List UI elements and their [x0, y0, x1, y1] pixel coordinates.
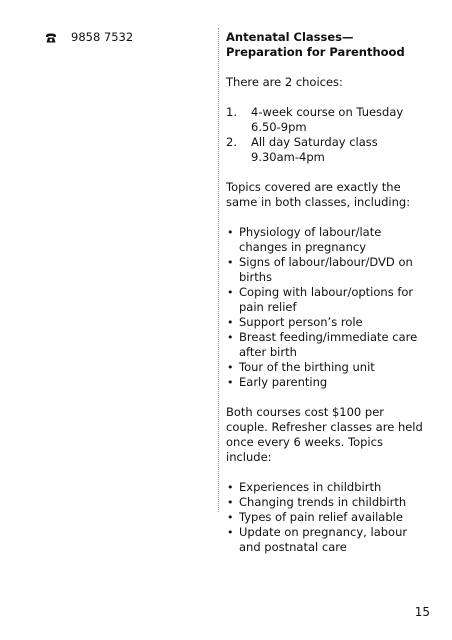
choice-number: 1. — [226, 105, 237, 119]
topics-list — [226, 225, 426, 390]
topic-item: • Coping with labour/options for pain relief — [226, 285, 426, 315]
column-divider — [218, 28, 219, 512]
refresher-topic-item: • Update on pregnancy, labour and postnatal care — [226, 525, 426, 555]
refresher-topic-item: • Experiences in childbirth — [226, 480, 426, 495]
choice-text: 4-week course on Tuesday 6.50-9pm — [251, 105, 404, 134]
phone-row — [45, 30, 215, 45]
section-heading: Antenatal Classes—Preparation for Parenthood — [226, 30, 405, 59]
cost-text: Both courses cost $100 per couple. Refresher classes are held once every 6 weeks. Topics include: — [226, 405, 423, 464]
topic-item: • Early parenting — [226, 375, 426, 390]
choices-list — [226, 105, 426, 165]
topic-item: • Signs of labour/labour/DVD on births — [226, 255, 426, 285]
topic-item: • Support person’s role — [226, 315, 426, 330]
topic-item: • Breast feeding/immediate care after birth — [226, 330, 426, 360]
page-number: 15 — [414, 605, 430, 619]
topic-item: • Physiology of labour/late changes in pregnancy — [226, 225, 426, 255]
refresher-topics-list — [226, 480, 426, 555]
choice-item — [226, 105, 426, 135]
refresher-topic-item: • Changing trends in childbirth — [226, 495, 426, 510]
contact-column — [45, 30, 215, 45]
phone-number: 9858 7532 — [71, 30, 134, 44]
choice-item — [226, 135, 426, 165]
topics-intro-text: Topics covered are exactly the same in both classes, including: — [226, 180, 411, 209]
content-column — [226, 30, 426, 570]
phone-icon — [45, 32, 57, 44]
refresher-topic-item: • Types of pain relief available — [226, 510, 426, 525]
intro-text: There are 2 choices: — [226, 75, 343, 89]
topic-item: • Tour of the birthing unit — [226, 360, 426, 375]
choice-number: 2. — [226, 135, 237, 149]
choice-text: All day Saturday class 9.30am-4pm — [251, 135, 378, 164]
